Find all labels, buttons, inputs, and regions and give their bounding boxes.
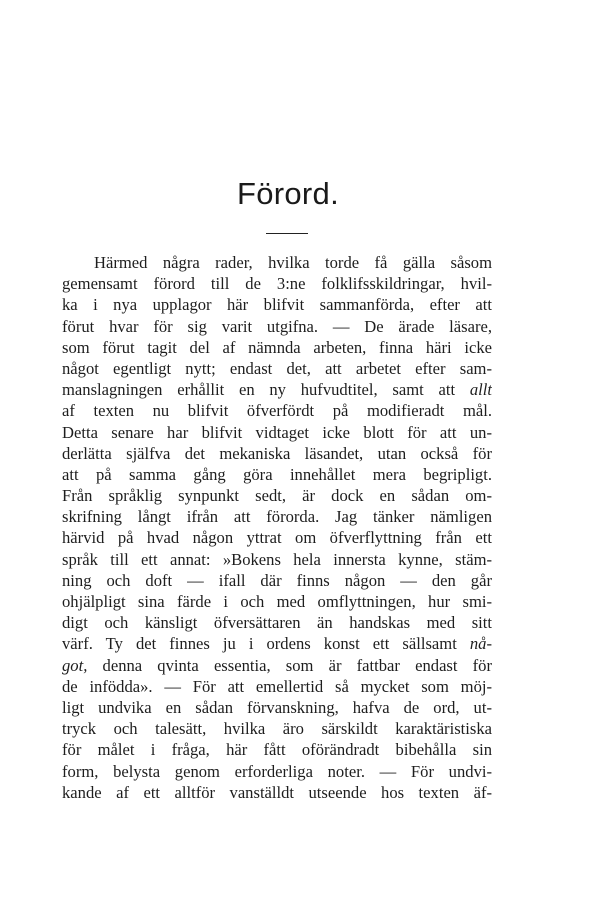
text-line: förut hvar för sig varit utgifna. — De ärade läsare,: [62, 316, 492, 336]
page-title: Förord.: [236, 176, 340, 211]
text-segment: denna qvinta essentia, som är fattbar endast för: [102, 655, 492, 675]
text-line: af texten nu blifvit öfverfördt på modifieradt mål.: [62, 401, 492, 421]
italic-word: got,: [62, 655, 88, 675]
text-line: Detta senare har blifvit vidtaget icke blott för att un-: [62, 422, 492, 442]
preface-body: [62, 252, 492, 803]
italic-word: nå-: [469, 634, 492, 654]
text-line: kande af ett alltför vanställdt utseende hos texten äf-: [62, 782, 492, 802]
text-segment: värf. Ty det finnes ju i ordens konst ett sällsamt: [62, 634, 457, 654]
text-line: språk till ett annat: »Bokens hela innersta kynne, stäm-: [62, 549, 492, 569]
text-line: för målet i fråga, här fått oförändradt bibehålla sin: [62, 740, 492, 760]
text-line: som förut tagit del af nämnda arbeten, finna häri icke: [62, 337, 492, 357]
text-line: att på samma gång göra innehållet mera begripligt.: [62, 464, 492, 484]
text-line: gemensamt förord till de 3:ne folklifsskildringar, hvil-: [62, 274, 492, 294]
text-line: tryck och talesätt, hvilka äro särskildt karaktäristiska: [62, 719, 492, 739]
text-line: derlätta själfva det mekaniska läsandet, utan också för: [62, 443, 492, 463]
text-line: ning och doft — ifall där finns någon — den går: [62, 570, 492, 590]
italic-word: allt: [469, 380, 492, 400]
text-line: [62, 633, 492, 654]
text-line: [62, 379, 492, 400]
title-divider: [266, 233, 308, 234]
text-line: de infödda». — För att emellertid så mycket som möj-: [62, 676, 492, 696]
text-line: härvid på hvad någon yttrat om öfverflyttning från ett: [62, 528, 492, 548]
text-line: ka i nya upplagor här blifvit sammanförda, efter att: [62, 295, 492, 315]
text-line: skrifning långt ifrån att förorda. Jag tänker nämligen: [62, 507, 492, 527]
text-line: ohjälpligt sina färde i och med omflyttningen, hur smi-: [62, 592, 492, 611]
text-line: digt och känsligt öfversättaren än handskas med sitt: [62, 613, 492, 633]
text-line: Härmed några rader, hvilka torde få gälla såsom: [94, 253, 492, 272]
text-line: [62, 655, 492, 676]
text-line: Från språklig synpunkt sedt, är dock en sådan om-: [62, 486, 492, 506]
text-line: form, belysta genom erforderliga noter. — För undvi-: [62, 761, 492, 781]
text-line: ligt undvika en sådan förvanskning, hafva de ord, ut-: [62, 697, 492, 717]
text-segment: manslagningen erhållit en ny hufvudtitel, samt att: [62, 380, 456, 400]
text-line: något egentligt nytt; endast det, att arbetet efter sam-: [62, 358, 492, 378]
